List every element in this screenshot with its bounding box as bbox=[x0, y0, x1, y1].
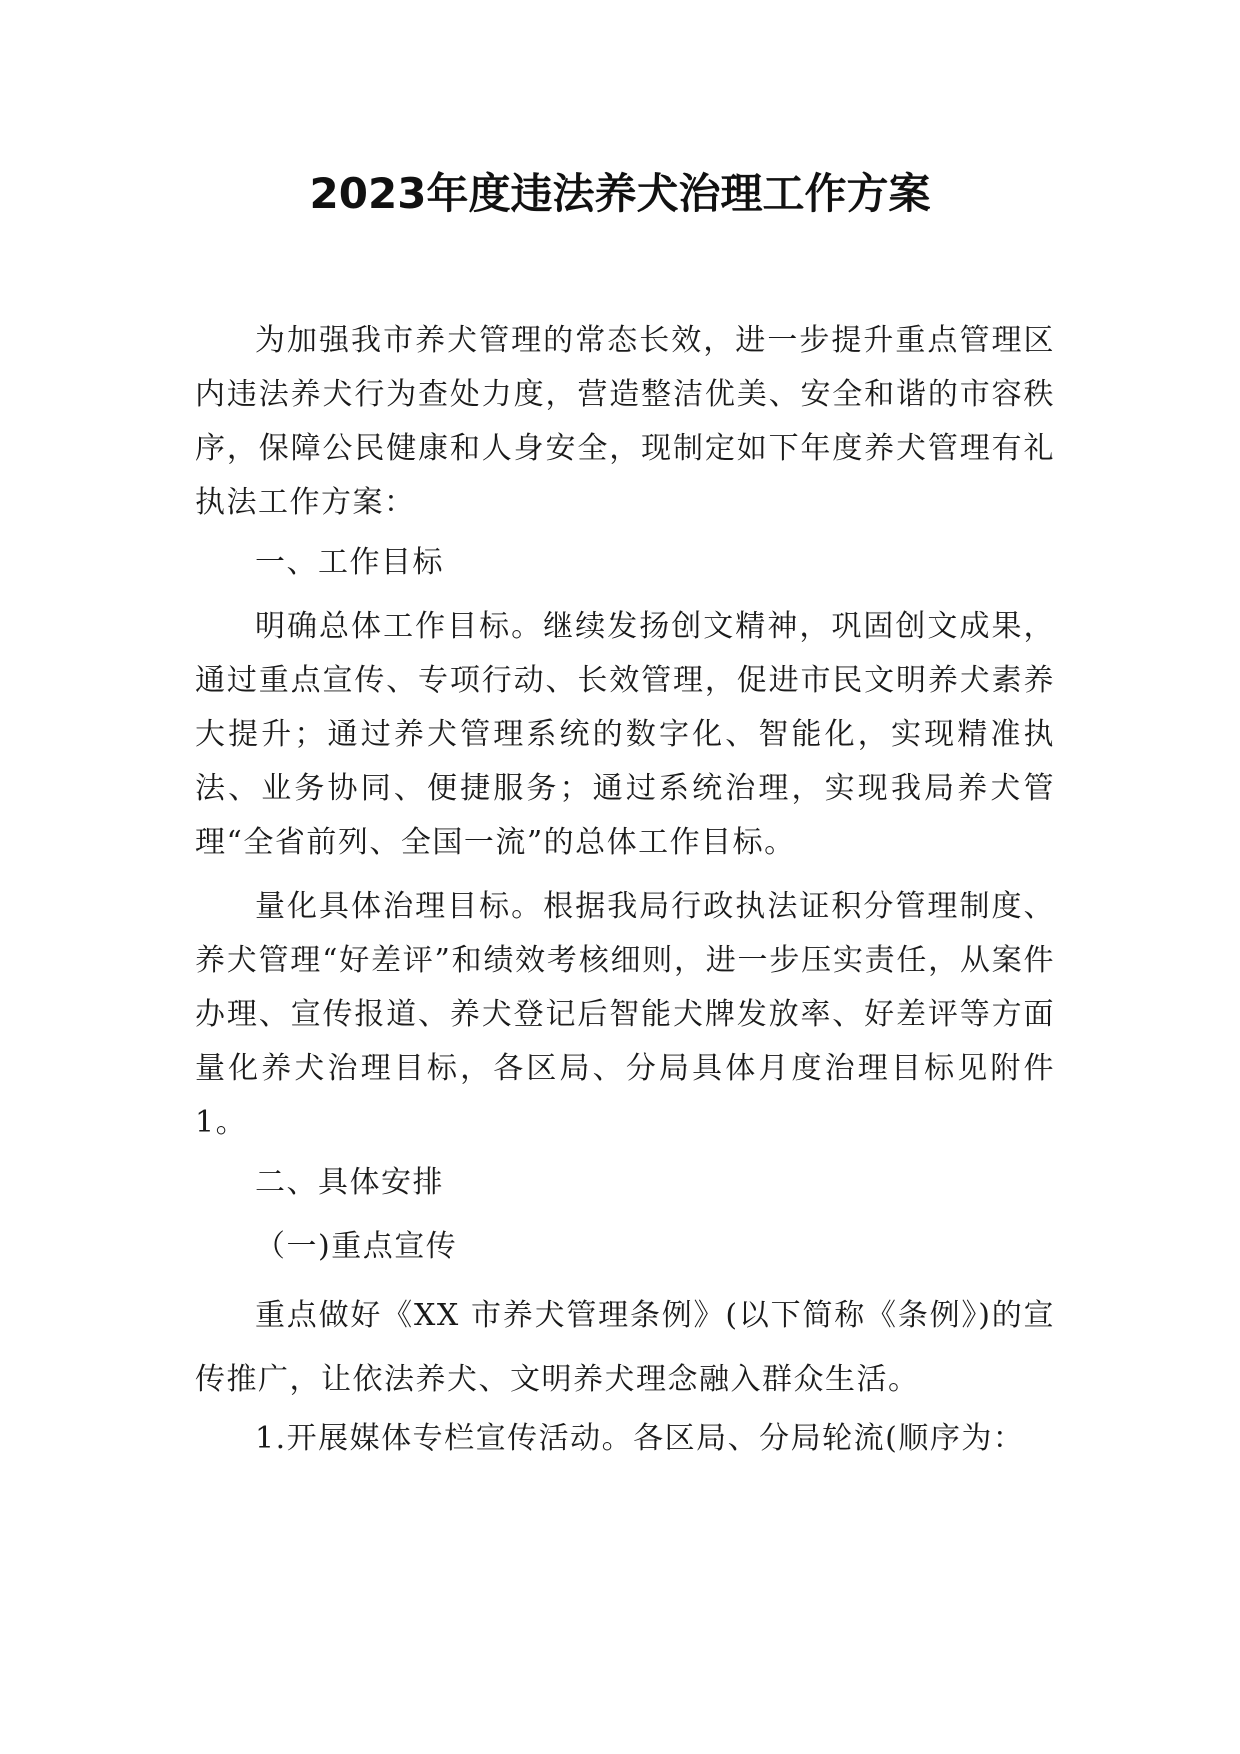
document-title: 2023年度违法养犬治理工作方案 bbox=[309, 169, 931, 218]
section-heading-arrangements: 二、具体安排 bbox=[255, 1165, 444, 1200]
document-body bbox=[195, 314, 1055, 1466]
media-column-paragraph: 1.开展媒体专栏宣传活动。各区局、分局轮流(顺序为： bbox=[255, 1421, 1025, 1456]
overall-goal-paragraph: 明确总体工作目标。继续发扬创文精神，巩固创文成果，通过重点宣传、专项行动、长效管理，促进市民文明养犬素养大提升；通过养犬管理系统的数字化、智能化，实现精准执法、业务协同、便捷服务；通过系统治理，实现我局养犬管理“全省前列、全国一流”的总体工作目标。 bbox=[195, 609, 1055, 860]
subsection-heading-publicity: （一)重点宣传 bbox=[255, 1229, 458, 1264]
intro-paragraph: 为加强我市养犬管理的常态长效，进一步提升重点管理区内违法养犬行为查处力度，营造整洁优美、安全和谐的市容秩序，保障公民健康和人身安全，现制定如下年度养犬管理有礼执法工作方案： bbox=[195, 323, 1055, 520]
quantified-goal-paragraph: 量化具体治理目标。根据我局行政执法证积分管理制度、养犬管理“好差评”和绩效考核细则，进一步压实责任，从案件办理、宣传报道、养犬登记后智能犬牌发放率、好差评等方面量化养犬治理目标，各区局、分局具体月度治理目标见附件1。 bbox=[195, 889, 1055, 1140]
publicity-paragraph: 重点做好《XX 市养犬管理条例》(以下简称《条例》)的宣传推广，让依法养犬、文明养犬理念融入群众生活。 bbox=[195, 1298, 1055, 1397]
section-heading-goals: 一、工作目标 bbox=[255, 545, 444, 580]
